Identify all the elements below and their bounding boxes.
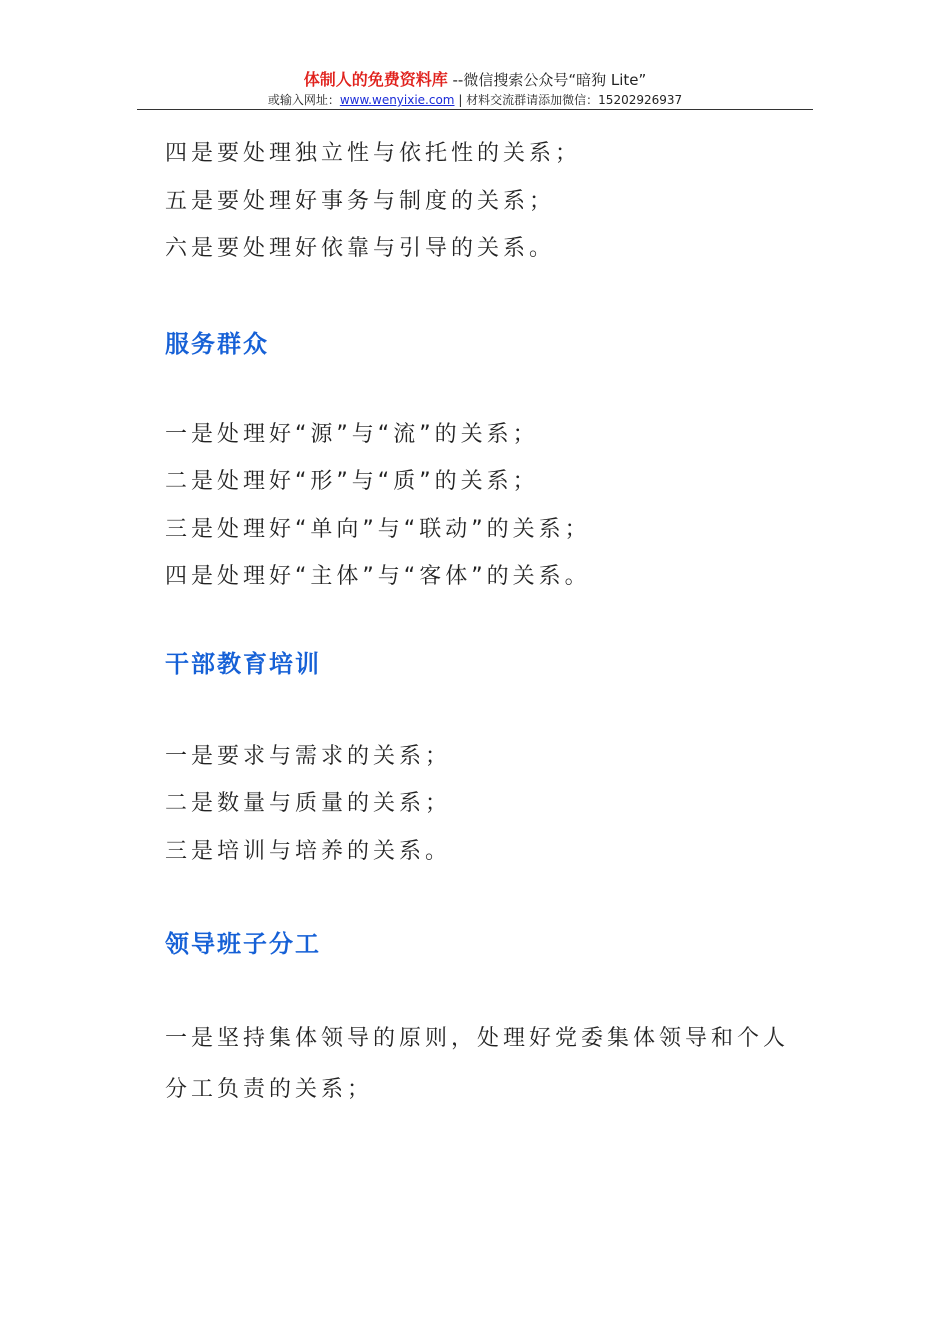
header-title-line (0, 70, 950, 90)
header-divider (137, 109, 813, 110)
section-item: 二是处理好“形”与“质”的关系； (165, 469, 539, 494)
header-url-prefix: 或输入网址： (267, 93, 340, 107)
section-item: 一是坚持集体领导的原则，处理好党委集体领导和个人分工负责的关系； (165, 1026, 790, 1102)
section-item: 一是处理好“源”与“流”的关系； (165, 421, 539, 447)
section-item: 四是处理好“主体”与“客体”的关系。 (165, 564, 591, 589)
header-contact: | 材料交流群请添加微信：15202926937 (454, 93, 683, 107)
document-body (165, 130, 825, 1115)
website-link[interactable]: www.wenyixie.com (339, 93, 455, 107)
header-tagline: --微信搜索公众号“暗狗 Lite” (452, 71, 647, 89)
section-item: 二是数量与质量的关系； (165, 791, 452, 816)
intro-item: 六是要处理好依靠与引导的关系。 (165, 236, 556, 261)
section-item: 一是要求与需求的关系； (165, 743, 452, 769)
section-item: 三是处理好“单向”与“联动”的关系； (165, 516, 591, 542)
header-url-line (0, 91, 950, 109)
section-heading: 干部教育培训 (165, 649, 321, 678)
section-heading: 领导班子分工 (165, 930, 321, 958)
intro-item: 五是要处理好事务与制度的关系； (165, 188, 556, 214)
header-brand: 体制人的免费资料库 (303, 70, 448, 89)
section-item: 三是培训与培养的关系。 (165, 838, 452, 864)
section-heading: 服务群众 (165, 329, 269, 358)
page-header (0, 70, 950, 109)
intro-item: 四是要处理独立性与依托性的关系； (165, 141, 582, 166)
